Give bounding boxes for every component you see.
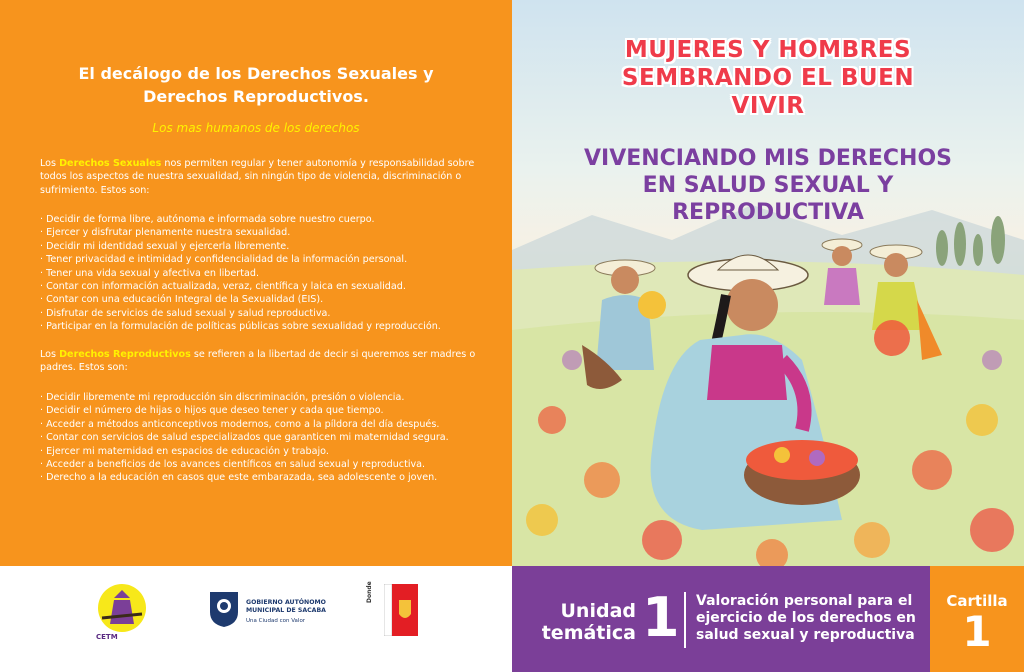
cover-subtitle-line: REPRODUCTIVA bbox=[672, 200, 864, 225]
cetm-logo-text: CETM bbox=[96, 633, 118, 641]
cover-subtitle-line: EN SALUD SEXUAL Y bbox=[642, 173, 894, 198]
sacaba-crest-icon bbox=[208, 590, 240, 628]
list-item: · Decidir mi identidad sexual y ejercerla libremente. bbox=[40, 240, 480, 253]
cover-title-line: VIVIR bbox=[731, 93, 805, 119]
list-item: · Decidir de forma libre, autónoma e informada sobre nuestro cuerpo. bbox=[40, 213, 480, 226]
list-item: · Contar con servicios de salud especializados que garanticen mi maternidad segura. bbox=[40, 431, 480, 444]
cover-title bbox=[512, 36, 1024, 120]
unit-label-line: Unidad bbox=[560, 600, 636, 622]
flag-logo-icon bbox=[384, 584, 418, 636]
unit-label bbox=[538, 600, 636, 644]
sexual-rights-intro bbox=[40, 157, 480, 197]
list-item: · Contar con información actualizada, veraz, científica y laica en sexualidad. bbox=[40, 280, 480, 293]
sacaba-logo-line: MUNICIPAL DE SACABA bbox=[246, 606, 326, 614]
intro-text: Los bbox=[40, 349, 60, 360]
cover-subtitle-line: VIVENCIANDO MIS DERECHOS bbox=[583, 146, 953, 171]
unit-label-line: temática bbox=[541, 622, 636, 644]
list-item: · Ejercer y disfrutar plenamente nuestra sexualidad. bbox=[40, 226, 480, 239]
reproductive-rights-highlight: Derechos Reproductivos bbox=[59, 349, 191, 360]
left-page bbox=[0, 0, 512, 566]
reproductive-rights-list bbox=[40, 391, 480, 485]
list-item: · Decidir libremente mi reproducción sin discriminación, presión o violencia. bbox=[40, 391, 480, 404]
sacaba-logo-tagline: Una Ciudad con Valor bbox=[246, 618, 306, 624]
unit-banner bbox=[512, 566, 930, 672]
cover-subtitle bbox=[512, 145, 1024, 226]
banner-divider bbox=[684, 592, 686, 648]
list-item: · Tener una vida sexual y afectiva en libertad. bbox=[40, 267, 480, 280]
sexual-rights-highlight: Derechos Sexuales bbox=[59, 158, 162, 169]
cover-title-line: SEMBRANDO EL BUEN bbox=[621, 65, 915, 91]
list-item: · Acceder a beneficios de los avances científicos en salud sexual y reproductiva. bbox=[40, 458, 480, 471]
intro-text: Los bbox=[40, 158, 60, 169]
list-item: · Derecho a la educación en casos que este embarazada, sea adolescente o joven. bbox=[40, 471, 480, 484]
intro-text: nos permiten regular y tener autonomía y responsabilidad sobre todos los aspectos de nuestra sexualidad, sin ningún tipo de violencia, discriminación o sufrimiento. Estos son: bbox=[40, 158, 475, 196]
cartilla-badge bbox=[930, 566, 1024, 672]
sacaba-logo-name bbox=[246, 599, 326, 614]
cover-page bbox=[512, 0, 1024, 566]
cover-title-line: MUJERES Y HOMBRES bbox=[624, 37, 912, 63]
list-item: · Participar en la formulación de políticas públicas sobre sexualidad y reproducción. bbox=[40, 320, 480, 333]
list-item: · Tener privacidad e intimidad y confidencialidad de la información personal. bbox=[40, 253, 480, 266]
cartilla-label: Cartilla bbox=[946, 592, 1008, 610]
page-heading: El decálogo de los Derechos Sexuales y Derechos Reproductivos. bbox=[78, 64, 434, 106]
unit-description: Valoración personal para el ejercicio de los derechos en salud sexual y reproductiva bbox=[696, 593, 916, 643]
page-subheading: Los mas humanos de los derechos bbox=[152, 121, 360, 135]
flag-logo-text: Donde bbox=[366, 581, 373, 603]
intro-text: se refieren a la libertad de decir si queremos ser madres o padres. Estos son: bbox=[40, 349, 476, 374]
list-item: · Ejercer mi maternidad en espacios de educación y trabajo. bbox=[40, 445, 480, 458]
cartilla-number: 1 bbox=[962, 607, 992, 656]
list-item: · Decidir el número de hijas o hijos que deseo tener y cada que tiempo. bbox=[40, 404, 480, 417]
sexual-rights-list bbox=[40, 213, 480, 334]
unit-number: 1 bbox=[642, 586, 680, 649]
list-item: · Contar con una educación Integral de la Sexualidad (EIS). bbox=[40, 293, 480, 306]
list-item: · Disfrutar de servicios de salud sexual y salud reproductiva. bbox=[40, 307, 480, 320]
reproductive-rights-intro bbox=[40, 348, 480, 375]
list-item: · Acceder a métodos anticonceptivos modernos, como a la píldora del día después. bbox=[40, 418, 480, 431]
sacaba-logo-line: GOBIERNO AUTÓNOMO bbox=[246, 599, 326, 606]
cetm-logo-icon bbox=[92, 584, 152, 636]
